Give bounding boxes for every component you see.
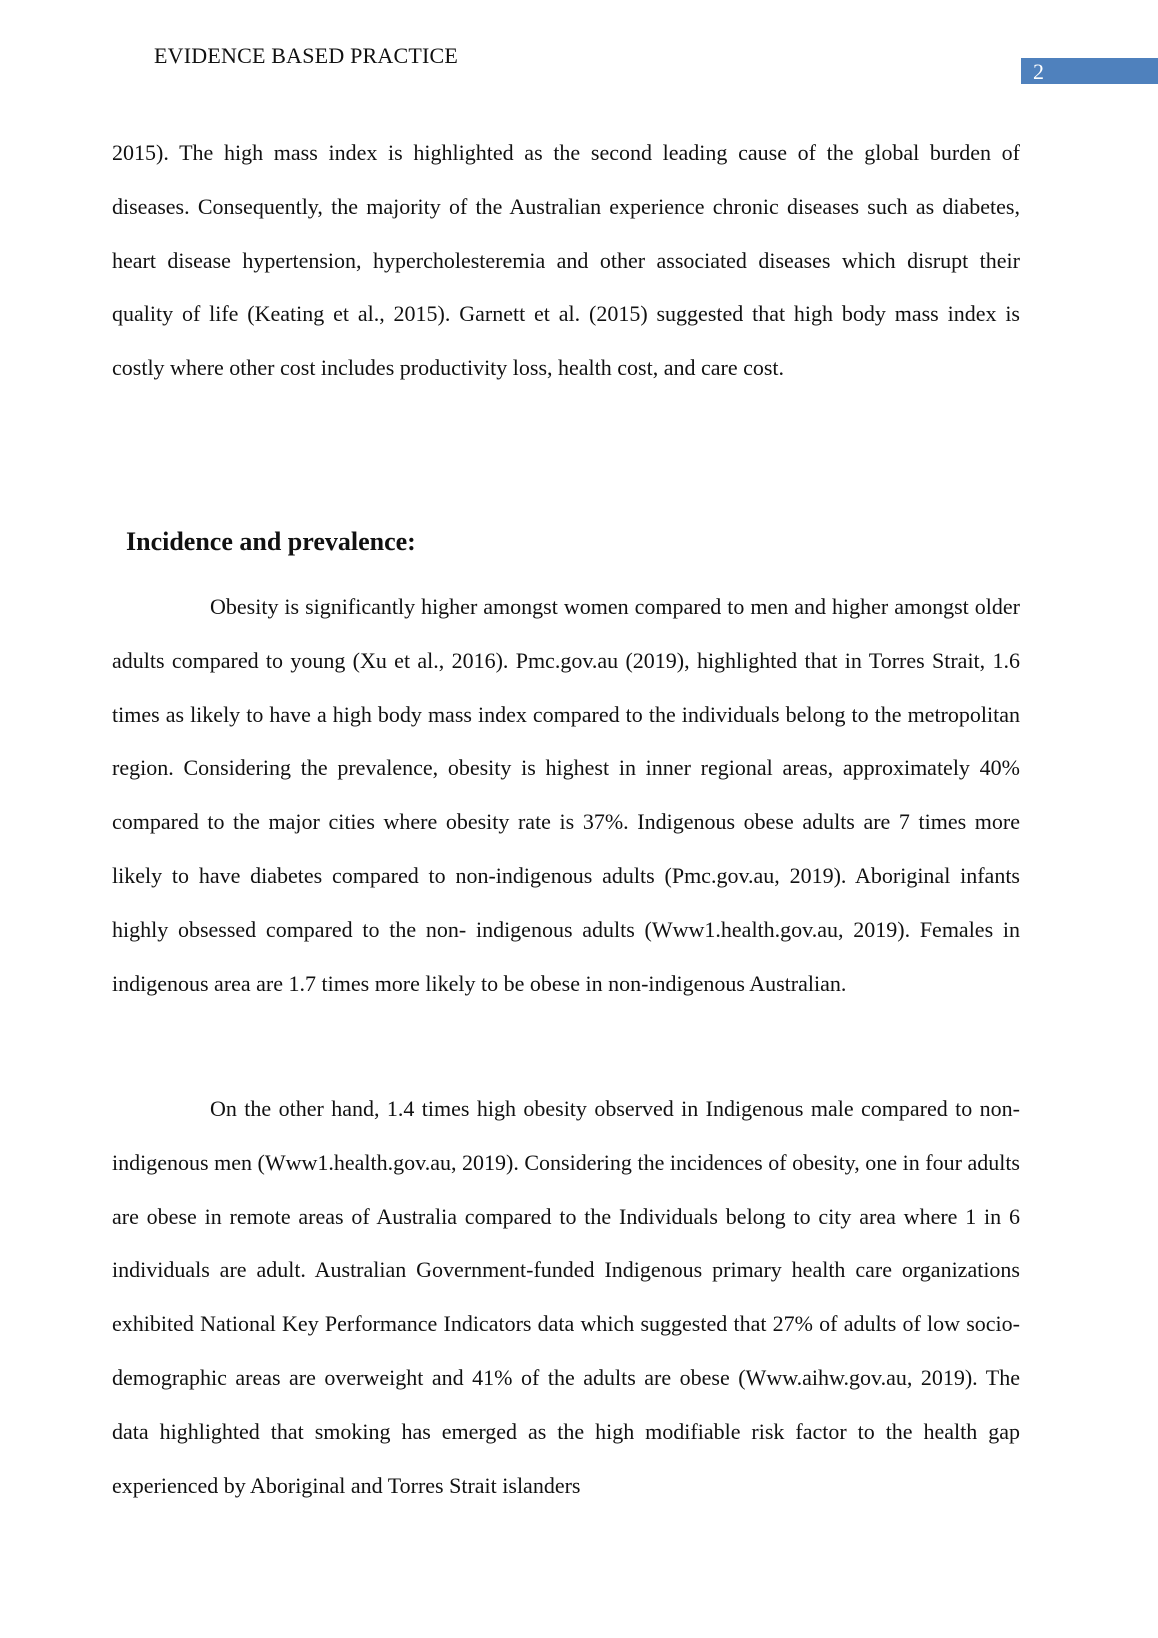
section-paragraph-block-2 bbox=[112, 1082, 1020, 1512]
section-paragraph-block-1 bbox=[112, 580, 1020, 1010]
intro-paragraph-block bbox=[112, 126, 1020, 395]
running-head: EVIDENCE BASED PRACTICE bbox=[154, 43, 459, 68]
page-number: 2 bbox=[1033, 59, 1044, 84]
section-paragraph-2: On the other hand, 1.4 times high obesity observed in Indigenous male compared to non-indigenous men (Www1.health.gov.au, 2019). Considering the incidences of obesity, one in four adults are obese in remote areas of Australia compared to the Individuals belong to city area where 1 in 6 individuals are adult. Australian Government-funded Indigenous primary health care organizations exhibited National Key Performance Indicators data which suggested that 27% of adults of low socio-demographic areas are overweight and 41% of the adults are obese (Www.aihw.gov.au, 2019). The data highlighted that smoking has emerged as the high modifiable risk factor to the health gap experienced by Aboriginal and Torres Strait islanders bbox=[112, 1096, 1020, 1498]
section-paragraph-1: Obesity is significantly higher amongst women compared to men and higher amongst older adults compared to young (Xu et al., 2016). Pmc.gov.au (2019), highlighted that in Torres Strait, 1.6 times as likely to have a high body mass index compared to the individuals belong to the metropolitan region. Considering the prevalence, obesity is highest in inner regional areas, approximately 40% compared to the major cities where obesity rate is 37%. Indigenous obese adults are 7 times more likely to have diabetes compared to non-indigenous adults (Pmc.gov.au, 2019). Aboriginal infants highly obsessed compared to the non- indigenous adults (Www1.health.gov.au, 2019). Females in indigenous area are 1.7 times more likely to be obese in non-indigenous Australian. bbox=[112, 594, 1020, 996]
intro-paragraph: 2015). The high mass index is highlighted as the second leading cause of the global burden of diseases. Consequently, the majority of the Australian experience chronic diseases such as diabetes, heart disease hypertension, hypercholesteremia and other associated diseases which disrupt their quality of life (Keating et al., 2015). Garnett et al. (2015) suggested that high body mass index is costly where other cost includes productivity loss, health cost, and care cost. bbox=[112, 140, 1020, 381]
section-heading: Incidence and prevalence: bbox=[126, 527, 416, 556]
page-number-bar bbox=[1021, 58, 1158, 84]
